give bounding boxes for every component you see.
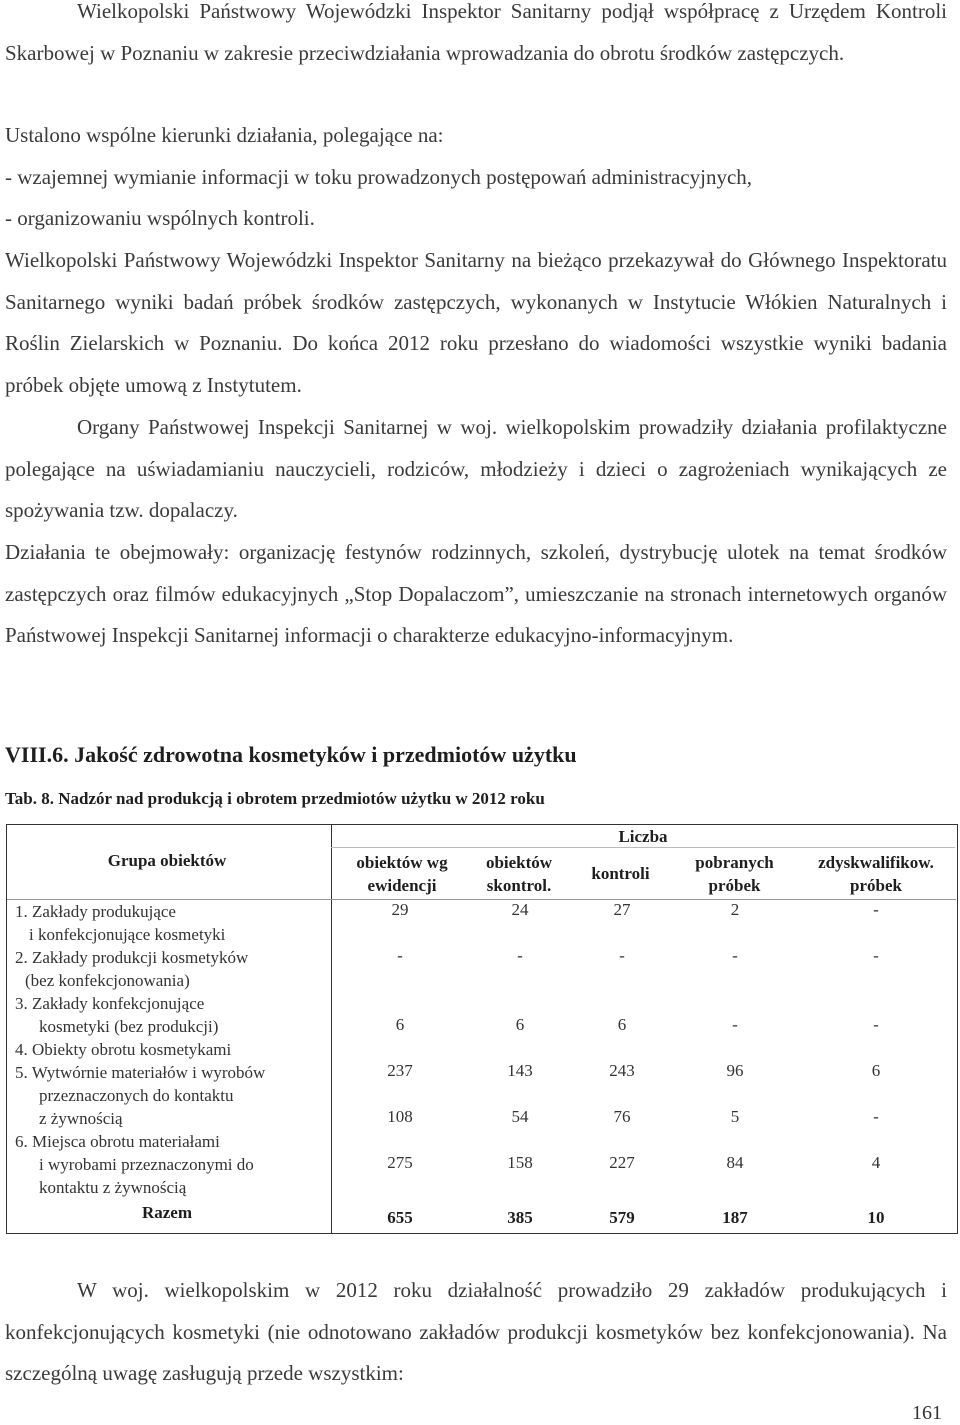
table-cell: 6 [617,1015,627,1034]
total-label: Razem [141,1203,193,1222]
table-row-label-cont: i konfekcjonujące kosmetyki [29,925,226,944]
table-cell: 6 [515,1015,525,1034]
table-row-label-cont: z żywnością [39,1109,123,1128]
table-cell: 275 [387,1153,413,1172]
table-cell: - [873,1107,879,1126]
table-caption: Tab. 8. Nadzór nad produkcją i obrotem przedmiotów użytku w 2012 roku [5,789,545,808]
table-cell: - [732,1015,738,1034]
header-col-disqualified: zdyskwalifikow. próbek [818,853,934,895]
table-row-label-cont: kontaktu z żywnością [39,1178,187,1197]
paragraph-prevention: Organy Państwowej Inspekcji Sanitarnej w woj. wielkopolskim prowadziły działania profilaktyczne polegające na uświadamianiu nauczycieli, rodziców, młodzieży i dzieci o zagrożeniach wynikających ze spożywania tzw. dopalaczy. [5,415,947,522]
table-row-label: 1. Zakłady produkujące [15,902,176,921]
table-cell: - [873,1015,879,1034]
header-col-inspected: obiektów skontrol. [485,853,553,895]
table-cell: 6 [395,1015,405,1034]
list-item-controls: - organizowaniu wspólnych kontroli. [5,206,315,230]
table-cell: 4 [871,1153,881,1172]
table-cell: 29 [391,900,409,919]
total-cell: 10 [867,1208,885,1227]
header-liczba: Liczba [618,827,668,846]
table-row-label-cont: i wyrobami przeznaczonymi do [39,1155,254,1174]
table-divider [331,825,332,1233]
table-cell: 24 [511,900,529,919]
table-cell: 96 [726,1061,744,1080]
table-cell: - [732,946,738,965]
table-cell: 5 [730,1107,740,1126]
section-heading: VIII.6. Jakość zdrowotna kosmetyków i przedmiotów użytku [5,742,577,767]
table-row-label-cont: (bez konfekcjonowania) [25,971,190,990]
table-row-label: 5. Wytwórnie materiałów i wyrobów [15,1063,266,1082]
table-cell: - [397,946,403,965]
table-cell: 2 [730,900,740,919]
table-cell: - [873,900,879,919]
table-cell: 54 [511,1107,529,1126]
table-cell: 76 [613,1107,631,1126]
paragraph-directions: Ustalono wspólne kierunki działania, polegające na: [5,123,444,147]
table-cell: - [873,946,879,965]
paragraph-cosmetics: W woj. wielkopolskim w 2012 roku działalność prowadziło 29 zakładów produkujących i konfekcjonujących kosmetyki (nie odnotowano zakładów produkcji kosmetyków bez konfekcjonowania). Na szczególną uwagę zasługują przede wszystkim: [5,1278,947,1385]
table-row-label-cont: kosmetyki (bez produkcji) [39,1017,219,1036]
list-item-exchange: - wzajemnej wymianie informacji w toku prowadzonych postępowań administracyjnych, [5,165,753,189]
table-row-label-cont: przeznaczonych do kontaktu [39,1086,234,1105]
paragraph-reports: Wielkopolski Państwowy Wojewódzki Inspektor Sanitarny na bieżąco przekazywał do Głównego Inspektoratu Sanitarnego wyniki badań próbek środków zastępczych, wykonanych w Instytucie Włókien Naturalnych i Roślin Zielarskich w Poznaniu. Do końca 2012 roku przesłano do wiadomości wszystkie wyniki badania próbek objęte umową z Instytutem. [5,248,947,397]
table-row-label: 4. Obiekty obrotu kosmetykami [15,1040,232,1059]
table-row-label: 6. Miejsca obrotu materiałami [15,1132,220,1151]
table-cell: 243 [609,1061,635,1080]
table-row-label: 2. Zakłady produkcji kosmetyków [15,948,249,967]
table-cell: 27 [613,900,631,919]
total-cell: 579 [609,1208,635,1227]
table-cell: 6 [871,1061,881,1080]
table-row-label: 3. Zakłady konfekcjonujące [15,994,205,1013]
table-cell: 108 [387,1107,413,1126]
table-cell: - [619,946,625,965]
total-cell: 385 [507,1208,533,1227]
page-number: 161 [912,1402,942,1424]
header-col-objects: obiektów wg ewidencji [356,853,448,895]
table-cell: 84 [726,1153,744,1172]
table-cell: 143 [507,1061,533,1080]
table-cell: 158 [507,1153,533,1172]
paragraph-activities: Działania te obejmowały: organizację festynów rodzinnych, szkoleń, dystrybucję ulotek na temat środków zastępczych oraz filmów edukacyjnych „Stop Dopalaczom”, umieszczanie na stronach internetowych organów Państwowej Inspekcji Sanitarnej informacji o charakterze edukacyjno-informacyjnym. [5,540,947,647]
total-cell: 655 [387,1208,413,1227]
table-cell: 237 [387,1061,413,1080]
header-col-controls: kontroli [591,864,650,883]
header-group: Grupa obiektów [107,851,227,870]
header-col-samples: pobranych próbek [695,853,774,895]
table-cell: - [517,946,523,965]
table-cell: 227 [609,1153,635,1172]
total-cell: 187 [722,1208,748,1227]
paragraph-cooperation: Wielkopolski Państwowy Wojewódzki Inspektor Sanitarny podjął współpracę z Urzędem Kontroli Skarbowej w Poznaniu w zakresie przeciwdziałania wprowadzania do obrotu środków zastępczych. [5,0,947,65]
supervision-table [6,824,958,1234]
